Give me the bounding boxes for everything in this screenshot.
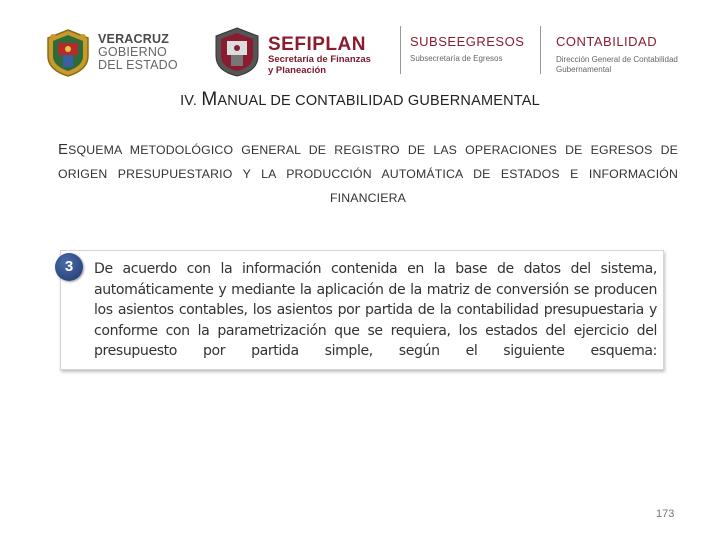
section-title <box>0 89 720 111</box>
sefiplan-subtitle <box>268 55 371 76</box>
veracruz-line3: DEL ESTADO <box>98 58 178 72</box>
page-number: 173 <box>656 508 675 520</box>
contabilidad-subtitle-line1: Dirección General de Contabilidad <box>556 55 678 64</box>
veracruz-line2: GOBIERNO <box>98 45 167 59</box>
subsecretaria-title: SUBSEEGRESOS <box>410 34 525 49</box>
contabilidad-subtitle-line2: Gubernamental <box>556 65 612 74</box>
step-description: De acuerdo con la información contenida en la base de datos del sistema, automáticamente y mediante la aplicación de la matriz de conversión se producen los asientos contables, los asientos por partida de la contabilidad presupuestaria y conforme con la parametrización que se requiera, los estados del ejercicio del presupuesto por partida simple, según el siguiente esquema: <box>94 261 657 360</box>
section-title-rest: ANUAL DE CONTABILIDAD GUBERNAMENTAL <box>217 93 540 109</box>
sefiplan-sub-line1: Secretaría de Finanzas <box>268 54 371 65</box>
sefiplan-name: SEFIPLAN <box>268 34 366 55</box>
page-header <box>0 0 720 90</box>
header-divider <box>400 26 401 74</box>
step-number-badge: 3 <box>55 253 83 281</box>
veracruz-wordmark <box>98 33 178 72</box>
section-title-initial: M <box>201 89 218 110</box>
document-heading <box>58 138 678 210</box>
contabilidad-subtitle <box>556 55 678 75</box>
veracruz-line1: VERACRUZ <box>98 32 170 46</box>
contabilidad-title: CONTABILIDAD <box>556 34 658 49</box>
subsecretaria-subtitle: Subsecretaría de Egresos <box>410 54 503 63</box>
header-divider <box>540 26 541 74</box>
heading-initial: E <box>58 141 69 158</box>
veracruz-coat-of-arms-icon <box>44 28 92 78</box>
heading-rest: SQUEMA METODOLÓGICO GENERAL DE REGISTRO DE LAS OPERACIONES DE EGRESOS DE ORIGEN PRESUPUESTARIO Y LA PRODUCCIÓN AUTOMÁTICA DE ESTADOS E INFORMACIÓN FINANCIERA <box>58 143 678 205</box>
sefiplan-seal-icon <box>212 26 262 78</box>
section-roman: IV. <box>180 93 198 109</box>
sefiplan-sub-line2: y Planeación <box>268 64 327 76</box>
